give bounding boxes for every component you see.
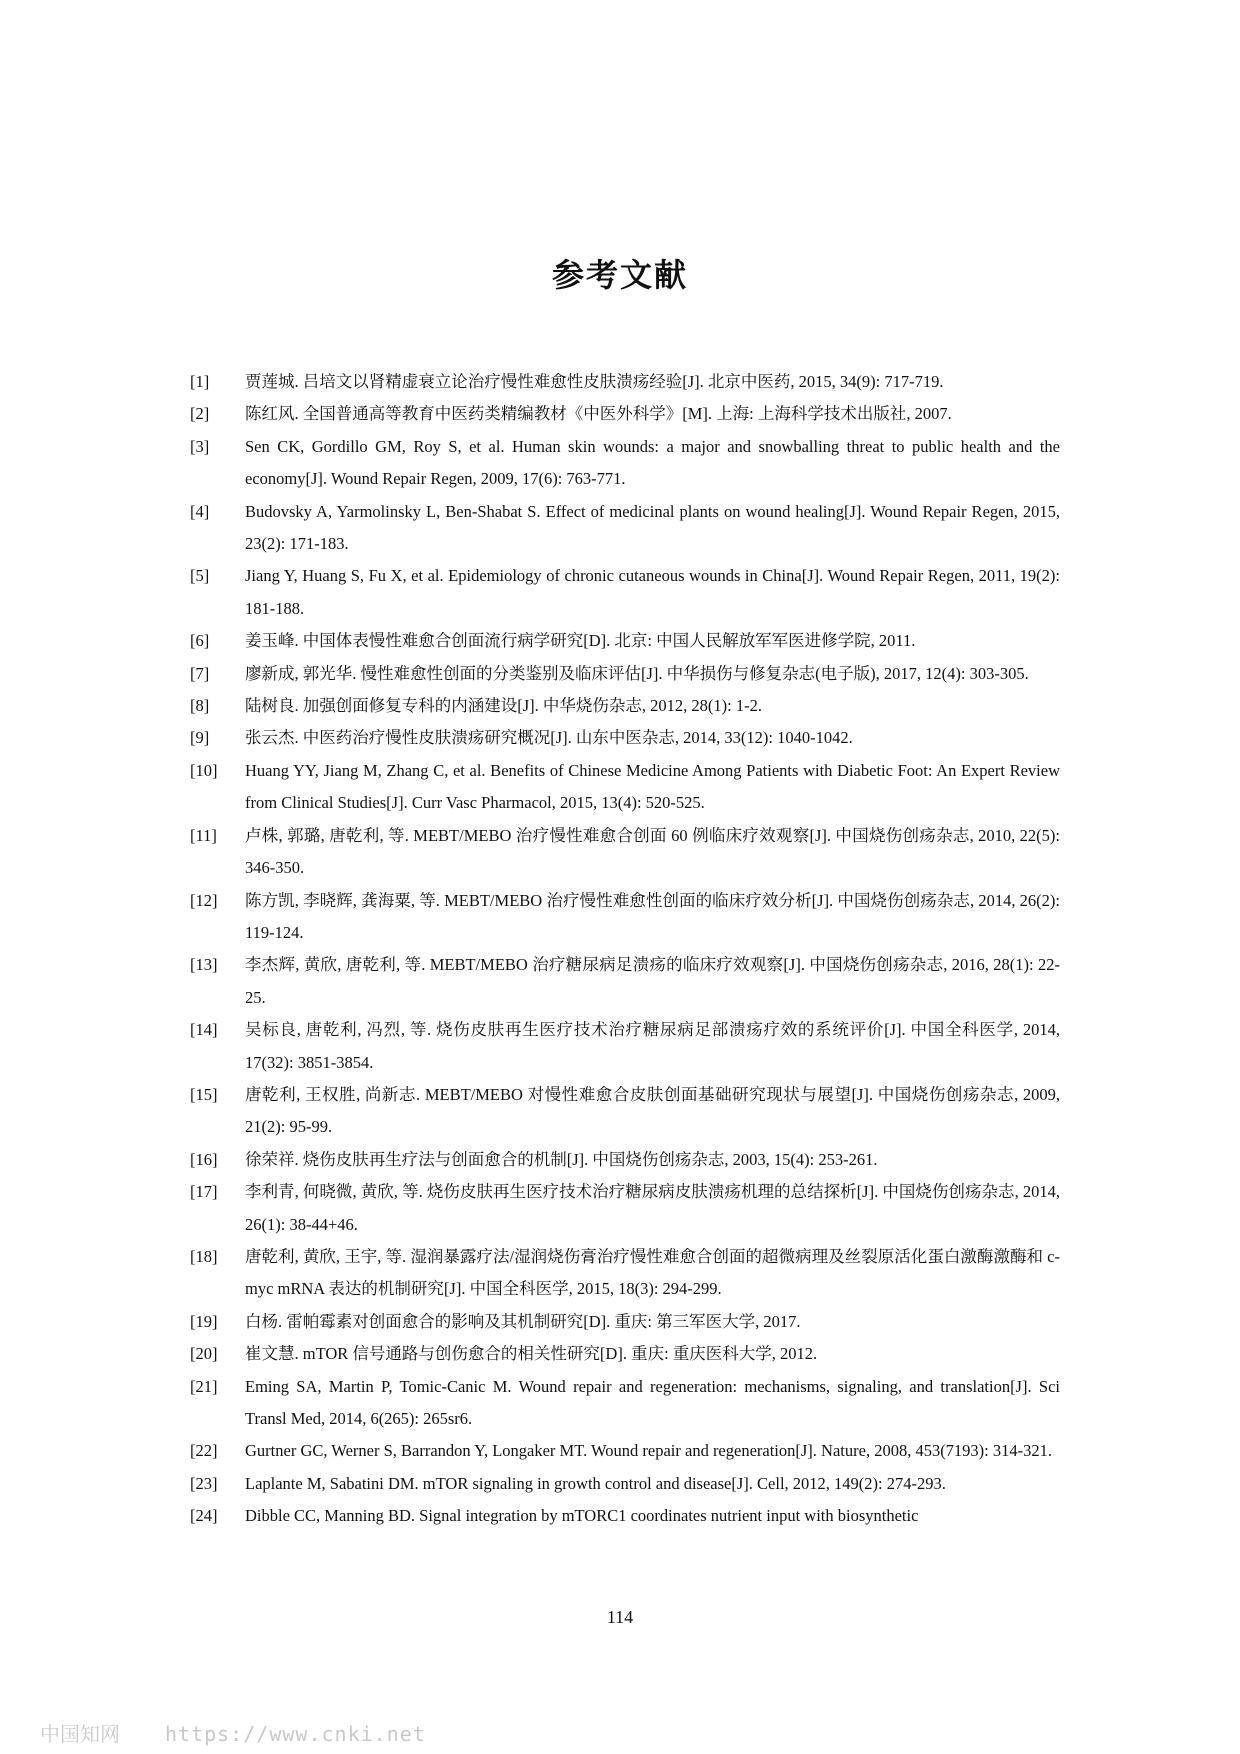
reference-item xyxy=(190,1176,1060,1241)
watermark-brand: 中国知网 xyxy=(40,1722,120,1746)
reference-item xyxy=(190,755,1060,820)
reference-text: 吴标良, 唐乾利, 冯烈, 等. 烧伤皮肤再生医疗技术治疗糖尿病足部溃疡疗效的系统评价[J]. 中国全科医学, 2014, 17(32): 3851-3854. xyxy=(245,1020,1060,1072)
reference-item xyxy=(190,885,1060,950)
reference-item xyxy=(190,366,1060,398)
reference-list xyxy=(190,366,1060,1533)
reference-number: [22] xyxy=(190,1441,218,1461)
reference-item xyxy=(190,722,1060,754)
reference-item xyxy=(190,1014,1060,1079)
reference-number: [16] xyxy=(190,1149,218,1169)
reference-item xyxy=(190,398,1060,430)
reference-item xyxy=(190,949,1060,1014)
reference-text: 唐乾利, 黄欣, 王宇, 等. 湿润暴露疗法/湿润烧伤膏治疗慢性难愈合创面的超微病理及丝裂原活化蛋白激酶激酶和 c-myc mRNA 表达的机制研究[J]. 中国全科医学, 2015, 18(3): 294-299. xyxy=(245,1246,1060,1299)
reference-number: [23] xyxy=(190,1473,218,1493)
reference-number: [3] xyxy=(190,436,210,456)
reference-number: [8] xyxy=(190,696,210,716)
reference-text: 崔文慧. mTOR 信号通路与创伤愈合的相关性研究[D]. 重庆: 重庆医科大学, 2012. xyxy=(245,1344,818,1364)
reference-item xyxy=(190,690,1060,722)
reference-text: Gurtner GC, Werner S, Barrandon Y, Longaker MT. Wound repair and regeneration[J]. Nature, 2008, 453(7193): 314-321. xyxy=(245,1441,1053,1461)
reference-text: Dibble CC, Manning BD. Signal integration by mTORC1 coordinates nutrient input with biosynthetic xyxy=(245,1506,919,1526)
reference-number: [21] xyxy=(190,1376,218,1396)
reference-text: Laplante M, Sabatini DM. mTOR signaling in growth control and disease[J]. Cell, 2012, 149(2): 274-293. xyxy=(245,1473,946,1493)
reference-item xyxy=(190,431,1060,496)
reference-item xyxy=(190,1306,1060,1338)
reference-text: 张云杰. 中医药治疗慢性皮肤溃疡研究概况[J]. 山东中医杂志, 2014, 33(12): 1040-1042. xyxy=(245,728,853,748)
reference-number: [18] xyxy=(190,1246,218,1266)
reference-text: 廖新成, 郭光华. 慢性难愈性创面的分类鉴别及临床评估[J]. 中华损伤与修复杂志(电子版), 2017, 12(4): 303-305. xyxy=(245,663,1029,683)
reference-text: 李利青, 何晓微, 黄欣, 等. 烧伤皮肤再生医疗技术治疗糖尿病皮肤溃疡机理的总结探析[J]. 中国烧伤创疡杂志, 2014, 26(1): 38-44+46. xyxy=(245,1182,1060,1234)
reference-number: [1] xyxy=(190,372,210,391)
reference-number: [19] xyxy=(190,1311,218,1331)
reference-item xyxy=(190,820,1060,885)
reference-text: Eming SA, Martin P, Tomic-Canic M. Wound repair and regeneration: mechanisms, signaling, and translation[J]. Sci Transl Med, 2014, 6(265): 265sr6. xyxy=(245,1376,1060,1428)
reference-item xyxy=(190,1338,1060,1370)
reference-text: 姜玉峰. 中国体表慢性难愈合创面流行病学研究[D]. 北京: 中国人民解放军军医进修学院, 2011. xyxy=(245,631,916,651)
reference-number: [5] xyxy=(190,566,210,586)
reference-text: Budovsky A, Yarmolinsky L, Ben-Shabat S. Effect of medicinal plants on wound healing[J]. Wound Repair Regen, 2015, 23(2): 171-183. xyxy=(245,501,1060,554)
reference-item xyxy=(190,1371,1060,1436)
reference-item xyxy=(190,1144,1060,1176)
reference-number: [14] xyxy=(190,1020,218,1040)
reference-number: [17] xyxy=(190,1182,218,1202)
reference-item xyxy=(190,1241,1060,1306)
reference-text: 白杨. 雷帕霉素对创面愈合的影响及其机制研究[D]. 重庆: 第三军医大学, 2017. xyxy=(245,1311,801,1331)
reference-text: 陈红风. 全国普通高等教育中医药类精编教材《中医外科学》[M]. 上海: 上海科学技术出版社, 2007. xyxy=(245,404,952,424)
reference-item xyxy=(190,496,1060,561)
reference-item xyxy=(190,1468,1060,1500)
reference-number: [11] xyxy=(190,825,217,845)
reference-number: [7] xyxy=(190,663,210,683)
reference-item xyxy=(190,658,1060,690)
reference-text: 陆树良. 加强创面修复专科的内涵建设[J]. 中华烧伤杂志, 2012, 28(1): 1-2. xyxy=(245,696,762,716)
reference-number: [12] xyxy=(190,890,218,910)
reference-text: 徐荣祥. 烧伤皮肤再生疗法与创面愈合的机制[J]. 中国烧伤创疡杂志, 2003, 15(4): 253-261. xyxy=(245,1149,878,1169)
reference-number: [4] xyxy=(190,501,210,521)
page-title: 参考文献 xyxy=(551,256,688,294)
reference-text: Huang YY, Jiang M, Zhang C, et al. Benefits of Chinese Medicine Among Patients with Diabetic Foot: An Expert Review from Clinical Studies[J]. Curr Vasc Pharmacol, 2015, 13(4): 520-525. xyxy=(245,760,1060,813)
reference-number: [13] xyxy=(190,955,218,975)
reference-item xyxy=(190,1500,1060,1532)
reference-number: [24] xyxy=(190,1506,218,1526)
reference-number: [6] xyxy=(190,631,210,651)
reference-item xyxy=(190,1079,1060,1144)
watermark xyxy=(40,1718,426,1747)
reference-number: [20] xyxy=(190,1344,218,1364)
reference-item xyxy=(190,560,1060,625)
reference-text: Sen CK, Gordillo GM, Roy S, et al. Human skin wounds: a major and snowballing threat to public health and the economy[J]. Wound Repair Regen, 2009, 17(6): 763-771. xyxy=(245,436,1060,489)
reference-item xyxy=(190,625,1060,657)
reference-text: 卢株, 郭璐, 唐乾利, 等. MEBT/MEBO 治疗慢性难愈合创面 60 例临床疗效观察[J]. 中国烧伤创疡杂志, 2010, 22(5): 346-350. xyxy=(245,825,1060,878)
reference-number: [15] xyxy=(190,1084,218,1104)
reference-text: 唐乾利, 王权胜, 尚新志. MEBT/MEBO 对慢性难愈合皮肤创面基础研究现状与展望[J]. 中国烧伤创疡杂志, 2009, 21(2): 95-99. xyxy=(245,1084,1060,1137)
reference-text: 陈方凯, 李晓辉, 龚海粟, 等. MEBT/MEBO 治疗慢性难愈性创面的临床疗效分析[J]. 中国烧伤创疡杂志, 2014, 26(2): 119-124. xyxy=(245,890,1060,942)
reference-text: 贾莲城. 吕培文以肾精虚衰立论治疗慢性难愈性皮肤溃疡经验[J]. 北京中医药, 2015, 34(9): 717-719. xyxy=(245,372,944,391)
page-number: 114 xyxy=(606,1607,634,1627)
reference-number: [10] xyxy=(190,760,218,780)
watermark-url: https://www.cnki.net xyxy=(165,1722,426,1746)
reference-number: [2] xyxy=(190,404,210,424)
reference-item xyxy=(190,1435,1060,1467)
reference-text: 李杰辉, 黄欣, 唐乾利, 等. MEBT/MEBO 治疗糖尿病足溃疡的临床疗效观察[J]. 中国烧伤创疡杂志, 2016, 28(1): 22-25. xyxy=(245,955,1060,1007)
reference-text: Jiang Y, Huang S, Fu X, et al. Epidemiology of chronic cutaneous wounds in China[J]. Wound Repair Regen, 2011, 19(2): 181-188. xyxy=(245,566,1060,618)
reference-number: [9] xyxy=(190,728,210,748)
